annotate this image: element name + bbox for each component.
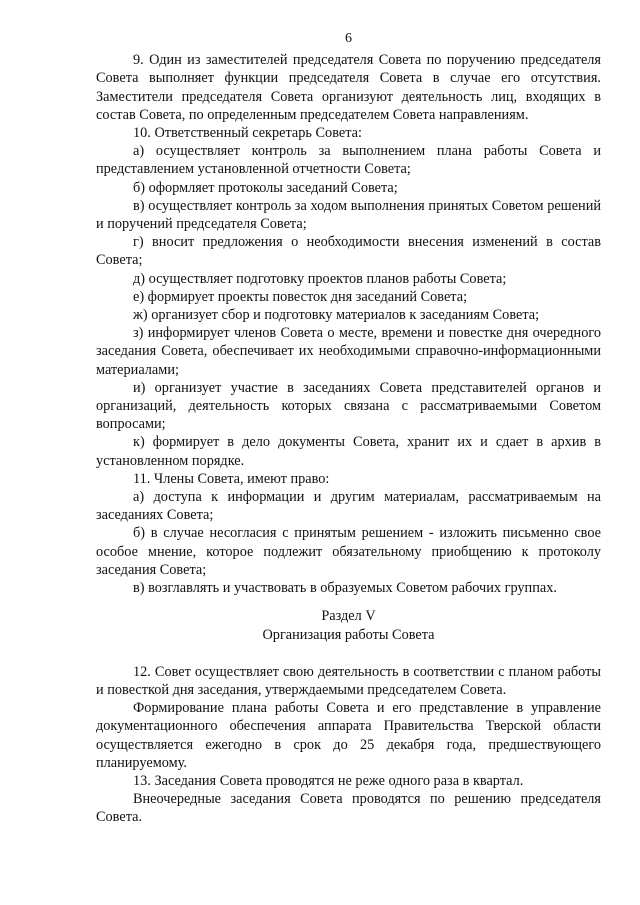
section-number: Раздел V (321, 608, 376, 625)
list-item-10g: г) вносит предложения о необходимости внесения изменений в состав Совета; (96, 234, 601, 269)
list-item-11a: а) доступа к информации и другим материалам, рассматриваемым на заседаниях Совета; (96, 489, 601, 524)
list-item-10b: б) оформляет протоколы заседаний Совета; (133, 179, 398, 196)
list-item-10e: е) формирует проекты повесток дня заседаний Совета; (133, 288, 468, 305)
section-title: Организация работы Совета (262, 626, 435, 643)
list-item-10a: а) осуществляет контроль за выполнением плана работы Совета и представлением установленной отчетности Совета; (96, 143, 601, 178)
list-item-10k: к) формирует в дело документы Совета, хранит их и сдает в архив в установленном порядке. (96, 434, 601, 469)
paragraph-extraordinary-meetings: Внеочередные заседания Совета проводятся по решению председателя Совета. (96, 791, 601, 826)
list-item-10z: з) информирует членов Совета о месте, времени и повестке дня очередного заседания Совета, обеспечивает их необходимыми справочно-информационными материалами; (96, 325, 601, 378)
list-item-10i: и) организует участие в заседаниях Совета представителей органов и организаций, деятельность которых связана с рассматриваемыми Советом вопросами; (96, 379, 601, 433)
list-item-11b: б) в случае несогласия с принятым решением - изложить письменно свое особое мнение, которое подлежит обязательному приобщению к протоколу заседания Совета; (96, 525, 601, 578)
paragraph-10-heading: 10. Ответственный секретарь Совета: (133, 125, 362, 142)
paragraph-13: 13. Заседания Совета проводятся не реже одного раза в квартал. (133, 772, 524, 789)
page-number: 6 (345, 31, 352, 46)
paragraph-plan-formation: Формирование плана работы Совета и его представление в управление документационного обеспечения аппарата Правительства Тверской области осуществляется ежегодно в срок до 25 декабря года, предшествующего планируемому. (96, 700, 601, 771)
spacer (96, 597, 601, 607)
list-item-11v: в) возглавлять и участвовать в образуемых Советом рабочих группах. (133, 580, 557, 597)
paragraph-12: 12. Совет осуществляет свою деятельность в соответствии с планом работы и повесткой дня заседания, утверждаемыми председателем Совета. (96, 663, 601, 698)
spacer (96, 644, 601, 663)
paragraph-9: 9. Один из заместителей председателя Совета по поручению председателя Совета выполняет функции председателя Совета в случае его отсутствия. Заместители председателя Совета организуют деятельность лиц, входящих в состав Совета, по определенным председателем Совета направлениям. (96, 52, 601, 123)
list-item-10zh: ж) организует сбор и подготовку материалов к заседаниям Совета; (133, 307, 540, 324)
list-item-10v: в) осуществляет контроль за ходом выполнения принятых Советом решений и поручений председателя Совета; (96, 197, 601, 233)
document-page (96, 30, 601, 827)
list-item-10d: д) осуществляет подготовку проектов планов работы Совета; (133, 270, 507, 287)
paragraph-11-heading: 11. Члены Совета, имеют право: (133, 470, 330, 487)
